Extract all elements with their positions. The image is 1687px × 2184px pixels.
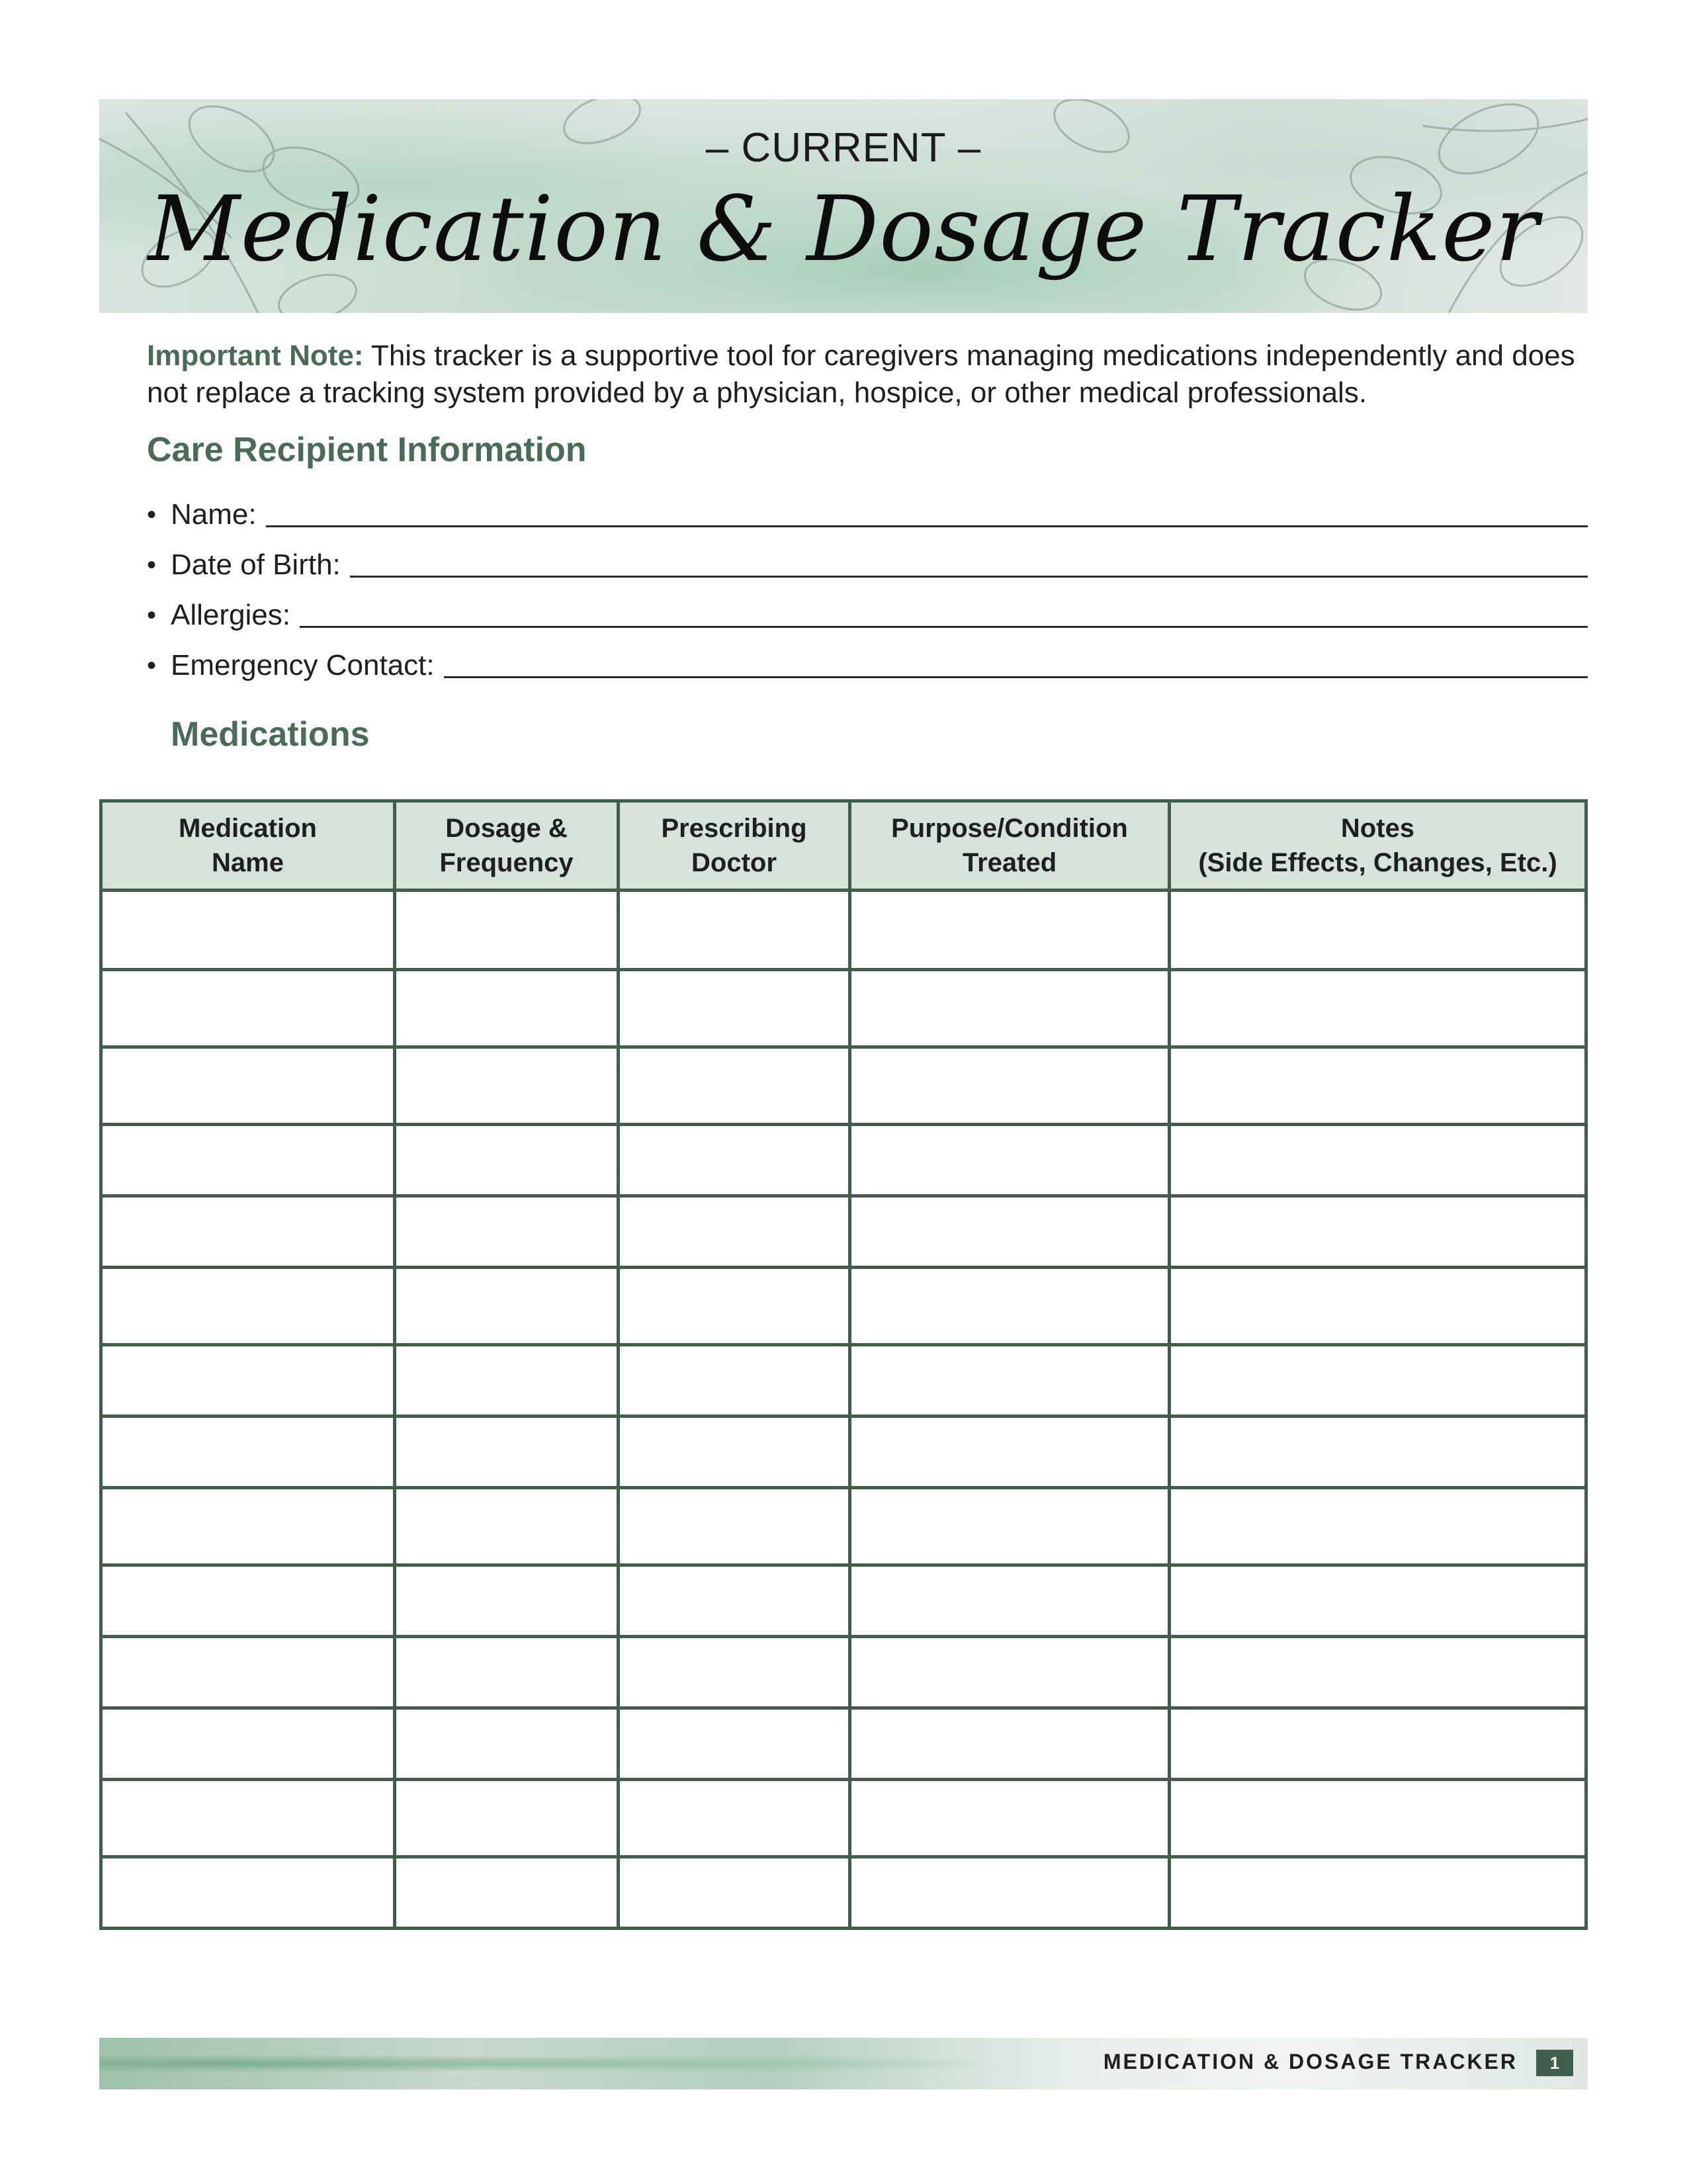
- table-cell[interactable]: [101, 1708, 395, 1780]
- table-cell[interactable]: [619, 1345, 850, 1417]
- table-cell[interactable]: [1170, 1268, 1586, 1345]
- table-row: [101, 1196, 1586, 1268]
- table-header-row: [101, 801, 1586, 891]
- footer-title: MEDICATION & DOSAGE TRACKER: [1103, 2050, 1518, 2074]
- table-cell[interactable]: [619, 1857, 850, 1929]
- table-cell[interactable]: [850, 1125, 1170, 1196]
- page-title: Medication & Dosage Tracker: [148, 177, 1539, 282]
- table-cell[interactable]: [395, 1196, 619, 1268]
- medications-heading: Medications: [171, 715, 370, 754]
- table-cell[interactable]: [395, 891, 619, 970]
- header-banner: [99, 99, 1588, 313]
- date-of-birth-field[interactable]: [147, 531, 1588, 582]
- column-header-purpose-condition: Purpose/Condition Treated: [850, 801, 1170, 891]
- table-cell[interactable]: [1170, 970, 1586, 1047]
- table-cell[interactable]: [850, 970, 1170, 1047]
- table-row: [101, 970, 1586, 1047]
- table-cell[interactable]: [395, 1637, 619, 1708]
- bullet-icon: •: [147, 601, 157, 630]
- table-cell[interactable]: [101, 1417, 395, 1488]
- table-cell[interactable]: [1170, 1780, 1586, 1857]
- table-cell[interactable]: [850, 891, 1170, 970]
- table-cell[interactable]: [101, 1780, 395, 1857]
- table-cell[interactable]: [395, 1047, 619, 1125]
- table-cell[interactable]: [1170, 1125, 1586, 1196]
- important-note: [147, 337, 1589, 412]
- table-cell[interactable]: [850, 1196, 1170, 1268]
- footer-bar: [99, 2038, 1588, 2089]
- table-cell[interactable]: [850, 1488, 1170, 1565]
- table-cell[interactable]: [1170, 1637, 1586, 1708]
- table-cell[interactable]: [395, 1565, 619, 1637]
- important-note-text: This tracker is a supportive tool for caregivers managing medications independently and does not replace a tracking system provided by a physician, hospice, or other medical professionals.: [147, 339, 1575, 409]
- table-row: [101, 1417, 1586, 1488]
- allergies-field[interactable]: [147, 582, 1588, 632]
- name-input-line[interactable]: [266, 499, 1588, 527]
- table-cell[interactable]: [101, 1268, 395, 1345]
- table-row: [101, 1345, 1586, 1417]
- table-cell[interactable]: [395, 1125, 619, 1196]
- table-row: [101, 1637, 1586, 1708]
- banner-subtitle: – CURRENT –: [705, 125, 982, 171]
- emergency-contact-input-line[interactable]: [444, 650, 1588, 678]
- table-cell[interactable]: [850, 1708, 1170, 1780]
- table-cell[interactable]: [850, 1857, 1170, 1929]
- bullet-icon: •: [147, 550, 157, 580]
- table-cell[interactable]: [850, 1565, 1170, 1637]
- table-cell[interactable]: [850, 1345, 1170, 1417]
- column-header-notes: Notes (Side Effects, Changes, Etc.): [1170, 801, 1586, 891]
- table-cell[interactable]: [395, 970, 619, 1047]
- bullet-icon: •: [147, 500, 157, 529]
- table-cell[interactable]: [619, 1708, 850, 1780]
- care-recipient-fields: [147, 481, 1588, 682]
- table-cell[interactable]: [395, 1345, 619, 1417]
- table-row: [101, 1857, 1586, 1929]
- medications-table: [99, 799, 1588, 1930]
- table-cell[interactable]: [101, 1565, 395, 1637]
- table-cell[interactable]: [1170, 1417, 1586, 1488]
- table-cell[interactable]: [850, 1047, 1170, 1125]
- table-row: [101, 1488, 1586, 1565]
- field-label: Name:: [171, 498, 257, 531]
- table-row: [101, 891, 1586, 970]
- table-cell[interactable]: [619, 1125, 850, 1196]
- table-row: [101, 1780, 1586, 1857]
- table-cell[interactable]: [101, 891, 395, 970]
- table-cell[interactable]: [1170, 1345, 1586, 1417]
- table-cell[interactable]: [101, 1637, 395, 1708]
- table-cell[interactable]: [619, 1196, 850, 1268]
- table-cell[interactable]: [619, 1417, 850, 1488]
- table-cell[interactable]: [850, 1780, 1170, 1857]
- column-header-prescribing-doctor: Prescribing Doctor: [619, 801, 850, 891]
- table-cell[interactable]: [395, 1708, 619, 1780]
- emergency-contact-field[interactable]: [147, 632, 1588, 682]
- table-cell[interactable]: [101, 970, 395, 1047]
- table-cell[interactable]: [1170, 1488, 1586, 1565]
- table-cell[interactable]: [395, 1417, 619, 1488]
- table-row: [101, 1708, 1586, 1780]
- table-cell[interactable]: [619, 1780, 850, 1857]
- bullet-icon: •: [147, 651, 157, 680]
- table-cell[interactable]: [850, 1417, 1170, 1488]
- table-cell[interactable]: [1170, 1047, 1586, 1125]
- table-cell[interactable]: [101, 1125, 395, 1196]
- table-row: [101, 1125, 1586, 1196]
- column-header-medication-name: Medication Name: [101, 801, 395, 891]
- table-cell[interactable]: [101, 1345, 395, 1417]
- table-cell[interactable]: [1170, 1565, 1586, 1637]
- page-number: 1: [1536, 2050, 1573, 2076]
- table-cell[interactable]: [101, 1488, 395, 1565]
- table-cell[interactable]: [619, 970, 850, 1047]
- table-cell[interactable]: [1170, 1708, 1586, 1780]
- medications-table-body: [101, 891, 1586, 1929]
- table-cell[interactable]: [395, 1857, 619, 1929]
- table-row: [101, 1268, 1586, 1345]
- table-cell[interactable]: [395, 1780, 619, 1857]
- name-field[interactable]: [147, 481, 1588, 531]
- table-cell[interactable]: [619, 1565, 850, 1637]
- care-recipient-heading: Care Recipient Information: [147, 431, 587, 469]
- important-note-label: Important Note:: [147, 339, 364, 372]
- table-cell[interactable]: [619, 1637, 850, 1708]
- table-cell[interactable]: [619, 1047, 850, 1125]
- field-label: Allergies:: [171, 599, 290, 631]
- table-cell[interactable]: [1170, 1857, 1586, 1929]
- date-of-birth-input-line[interactable]: [350, 549, 1588, 578]
- table-cell[interactable]: [395, 1488, 619, 1565]
- table-cell[interactable]: [101, 1857, 395, 1929]
- medications-table-wrap: [99, 799, 1588, 1930]
- field-label: Date of Birth:: [171, 548, 341, 581]
- table-cell[interactable]: [850, 1268, 1170, 1345]
- table-cell[interactable]: [101, 1196, 395, 1268]
- table-cell[interactable]: [1170, 1196, 1586, 1268]
- allergies-input-line[interactable]: [300, 599, 1588, 628]
- table-cell[interactable]: [101, 1047, 395, 1125]
- field-label: Emergency Contact:: [171, 649, 435, 681]
- table-row: [101, 1047, 1586, 1125]
- table-row: [101, 1565, 1586, 1637]
- table-cell[interactable]: [850, 1637, 1170, 1708]
- table-cell[interactable]: [619, 891, 850, 970]
- column-header-dosage-frequency: Dosage & Frequency: [395, 801, 619, 891]
- table-cell[interactable]: [619, 1268, 850, 1345]
- table-cell[interactable]: [619, 1488, 850, 1565]
- table-cell[interactable]: [395, 1268, 619, 1345]
- table-cell[interactable]: [1170, 891, 1586, 970]
